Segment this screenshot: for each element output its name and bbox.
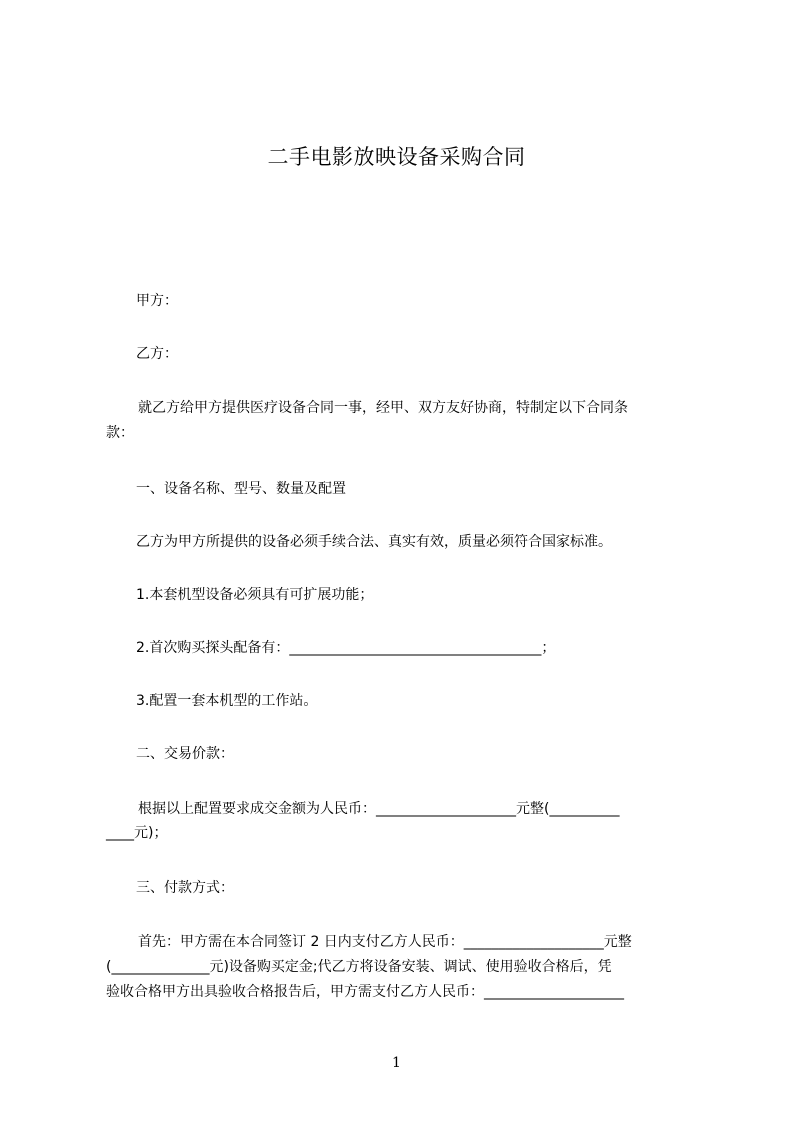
section-1-heading: 一、设备名称、型号、数量及配置: [136, 481, 346, 497]
item-2: 2.首次购买探头配备有：____________________________________；: [136, 640, 556, 656]
payment-line-3: 验收合格甲方出具验收合格报告后，甲方需支付乙方人民币：____________________: [106, 984, 624, 1000]
item-1: 1.本套机型设备必须具有可扩展功能；: [136, 587, 374, 603]
price-line-2: ____元)；: [106, 825, 168, 841]
document-title: 二手电影放映设备采购合同: [267, 145, 526, 169]
section-3-heading: 三、付款方式：: [136, 880, 234, 896]
intro-line-2: 款：: [106, 425, 134, 441]
party-a-label: 甲方：: [136, 293, 178, 309]
payment-line-2: (______________元)设备购买定金;代乙方将设备安装、调试、使用验收合格后，凭: [106, 959, 612, 975]
payment-line-1: 首先：甲方需在本合同签订 2 日内支付乙方人民币：____________________元整: [138, 934, 632, 950]
page-number: 1: [392, 1055, 401, 1071]
section-1-text: 乙方为甲方所提供的设备必须手续合法、真实有效，质量必须符合国家标准。: [136, 534, 612, 550]
party-b-label: 乙方：: [136, 346, 178, 362]
price-line-1: 根据以上配置要求成交金额为人民币：____________________元整(__________: [138, 801, 620, 817]
intro-line-1: 就乙方给甲方提供医疗设备合同一事，经甲、双方友好协商，特制定以下合同条: [138, 400, 628, 416]
item-3: 3.配置一套本机型的工作站。: [136, 693, 318, 709]
section-2-heading: 二、交易价款：: [136, 746, 234, 762]
